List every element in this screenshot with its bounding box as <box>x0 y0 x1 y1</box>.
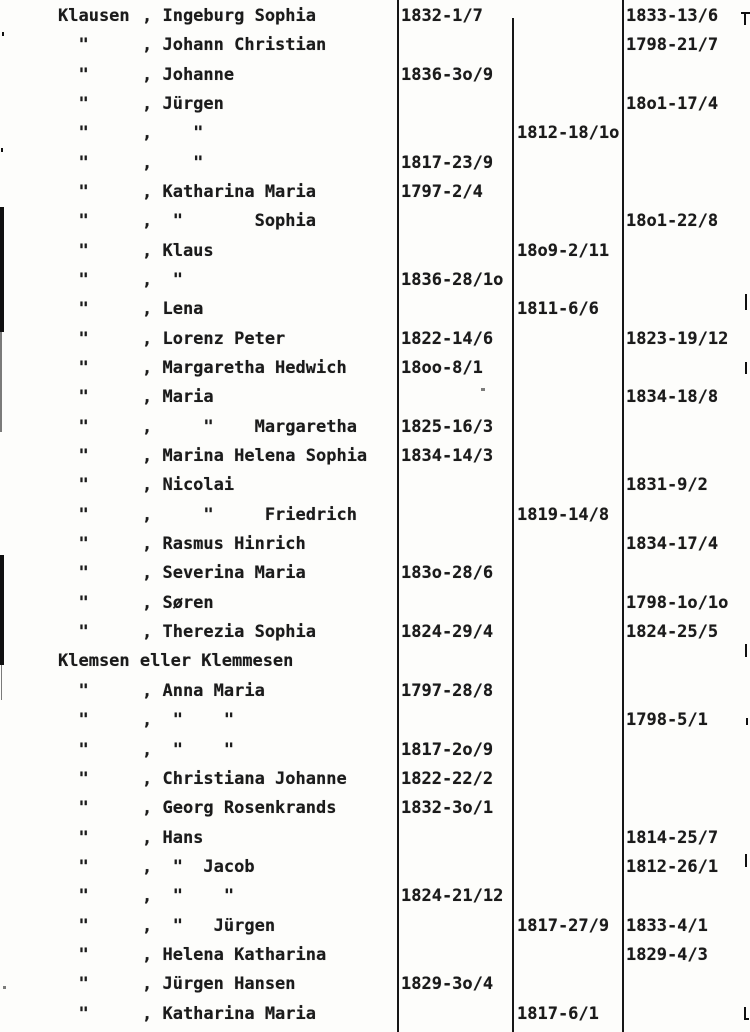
scan-edge-mark <box>0 555 4 665</box>
scan-edge-mark <box>744 1018 749 1020</box>
table-row <box>0 915 750 939</box>
surname-cell: " <box>58 974 89 995</box>
given-name-cell: , " " <box>142 886 235 907</box>
date-col2-cell: 1817-6/1 <box>517 1003 599 1024</box>
surname-cell: " <box>58 1003 89 1024</box>
surname-cell: " <box>58 622 89 643</box>
table-row <box>0 973 750 997</box>
surname-cell: " <box>58 123 89 144</box>
date-col1-cell: 1797-2/4 <box>401 182 483 203</box>
table-row <box>0 680 750 704</box>
date-col3-cell: 1798-1o/1o <box>626 592 729 613</box>
given-name-cell: , Johann Christian <box>142 35 327 56</box>
scan-edge-mark <box>0 207 4 332</box>
date-col3-cell: 1812-26/1 <box>626 856 719 877</box>
table-row <box>0 122 750 146</box>
given-name-cell: , Katharina Maria <box>142 1003 316 1024</box>
given-name-cell: , " Jürgen <box>142 915 276 936</box>
surname-cell: " <box>58 534 89 555</box>
table-row <box>0 739 750 763</box>
table-row <box>0 5 750 29</box>
surname-cell: " <box>58 856 89 877</box>
date-col1-cell: 1834-14/3 <box>401 446 494 467</box>
table-row <box>0 621 750 645</box>
given-name-cell: , Margaretha Hedwich <box>142 358 347 379</box>
given-name-cell: , " Sophia <box>142 211 316 232</box>
given-name-cell: , Helena Katharina <box>142 944 327 965</box>
given-name-cell: , Georg Rosenkrands <box>142 798 337 819</box>
table-row <box>0 827 750 851</box>
given-name-cell: , " <box>142 123 204 144</box>
given-name-cell: , " <box>142 152 204 173</box>
table-row <box>0 797 750 821</box>
date-col1-cell: 1824-29/4 <box>401 622 494 643</box>
table-row <box>0 504 750 528</box>
surname-cell: " <box>58 94 89 115</box>
date-col1-cell: 1822-22/2 <box>401 768 494 789</box>
date-col3-cell: 1824-25/5 <box>626 622 719 643</box>
surname-cell: " <box>58 64 89 85</box>
surname-cell: " <box>58 710 89 731</box>
scan-edge-mark <box>745 644 747 657</box>
date-col1-cell: 1829-3o/4 <box>401 974 494 995</box>
date-col1-cell: 18oo-8/1 <box>401 358 483 379</box>
date-col2-cell: 18o9-2/11 <box>517 240 610 261</box>
surname-cell: " <box>58 739 89 760</box>
table-row <box>0 93 750 117</box>
surname-cell: " <box>58 152 89 173</box>
table-row <box>0 64 750 88</box>
given-name-cell: , Jürgen Hansen <box>142 974 296 995</box>
scan-edge-mark <box>0 332 2 432</box>
given-name-cell: , Johanne <box>142 64 235 85</box>
scan-edge-mark <box>745 294 747 310</box>
table-row <box>0 944 750 968</box>
surname-cell: Klemsen eller Klemmesen <box>58 651 294 672</box>
given-name-cell: , " <box>142 270 183 291</box>
surname-cell: " <box>58 944 89 965</box>
table-row <box>0 416 750 440</box>
given-name-cell: , Jürgen <box>142 94 224 115</box>
given-name-cell: , Ingeburg Sophia <box>142 6 316 26</box>
table-row <box>0 357 750 381</box>
date-col1-cell: 1836-3o/9 <box>401 64 494 85</box>
scan-edge-mark <box>745 362 747 374</box>
surname-cell: " <box>58 416 89 437</box>
surname-cell: " <box>58 358 89 379</box>
given-name-cell: , " " <box>142 710 235 731</box>
date-col3-cell: 1833-4/1 <box>626 915 708 936</box>
surname-cell: Klausen <box>58 6 130 26</box>
date-col2-cell: 1819-14/8 <box>517 504 610 525</box>
surname-cell: " <box>58 827 89 848</box>
date-col1-cell: 1832-3o/1 <box>401 798 494 819</box>
date-col3-cell: 1834-18/8 <box>626 387 719 408</box>
date-col2-cell: 1812-18/1o <box>517 123 620 144</box>
surname-cell: " <box>58 886 89 907</box>
given-name-cell: , Marina Helena Sophia <box>142 446 368 467</box>
given-name-cell: , Rasmus Hinrich <box>142 534 306 555</box>
scan-edge-mark <box>741 12 750 14</box>
given-name-cell: , Therezia Sophia <box>142 622 316 643</box>
surname-cell: " <box>58 768 89 789</box>
given-name-cell: , Katharina Maria <box>142 182 316 203</box>
date-col1-cell: 183o-28/6 <box>401 563 494 584</box>
given-name-cell: , Anna Maria <box>142 680 265 701</box>
given-name-cell: , Hans <box>142 827 204 848</box>
date-col1-cell: 1824-21/12 <box>401 886 504 907</box>
given-name-cell: , Maria <box>142 387 214 408</box>
date-col3-cell: 18o1-22/8 <box>626 211 719 232</box>
table-row <box>0 269 750 293</box>
given-name-cell: , " Margaretha <box>142 416 357 437</box>
date-col3-cell: 1833-13/6 <box>626 6 719 26</box>
surname-cell: " <box>58 504 89 525</box>
given-name-cell: , Lena <box>142 299 204 320</box>
date-col3-cell: 1798-21/7 <box>626 35 719 56</box>
table-row <box>0 240 750 264</box>
table-row <box>0 298 750 322</box>
given-name-cell: , " Jacob <box>142 856 255 877</box>
surname-cell: " <box>58 240 89 261</box>
scan-edge-mark <box>2 32 4 36</box>
table-row <box>0 328 750 352</box>
table-row <box>0 1003 750 1027</box>
surname-cell: " <box>58 328 89 349</box>
surname-cell: " <box>58 798 89 819</box>
date-col3-cell: 1814-25/7 <box>626 827 719 848</box>
table-row <box>0 533 750 557</box>
date-col3-cell: 1829-4/3 <box>626 944 708 965</box>
table-row <box>0 768 750 792</box>
table-row <box>0 709 750 733</box>
table-row <box>0 34 750 58</box>
surname-cell: " <box>58 387 89 408</box>
surname-cell: " <box>58 592 89 613</box>
given-name-cell: , " " <box>142 739 235 760</box>
given-name-cell: , Christiana Johanne <box>142 768 347 789</box>
surname-cell: " <box>58 680 89 701</box>
scan-edge-mark <box>745 854 747 867</box>
date-col3-cell: 1831-9/2 <box>626 475 708 496</box>
date-col1-cell: 1797-28/8 <box>401 680 494 701</box>
date-col3-cell: 1823-19/12 <box>626 328 729 349</box>
surname-cell: " <box>58 915 89 936</box>
surname-cell: " <box>58 446 89 467</box>
table-row <box>0 445 750 469</box>
scan-edge-mark <box>481 388 485 391</box>
surname-cell: " <box>58 563 89 584</box>
date-col2-cell: 1817-27/9 <box>517 915 610 936</box>
given-name-cell: , Lorenz Peter <box>142 328 286 349</box>
given-name-cell: , Klaus <box>142 240 214 261</box>
surname-cell: " <box>58 299 89 320</box>
table-row <box>0 562 750 586</box>
given-name-cell: , " Friedrich <box>142 504 357 525</box>
scan-edge-mark <box>3 986 6 989</box>
date-col1-cell: 1817-2o/9 <box>401 739 494 760</box>
table-row <box>0 885 750 909</box>
table-row <box>0 474 750 498</box>
table-row <box>0 181 750 205</box>
table-row <box>0 386 750 410</box>
date-col1-cell: 1817-23/9 <box>401 152 494 173</box>
scan-edge-mark <box>1 148 3 152</box>
surname-cell: " <box>58 211 89 232</box>
date-col3-cell: 18o1-17/4 <box>626 94 719 115</box>
date-col3-cell: 1834-17/4 <box>626 534 719 555</box>
given-name-cell: , Nicolai <box>142 475 235 496</box>
date-col1-cell: 1825-16/3 <box>401 416 494 437</box>
scan-edge-mark <box>746 718 748 725</box>
table-row <box>0 650 750 674</box>
date-col2-cell: 1811-6/6 <box>517 299 599 320</box>
date-col1-cell: 1832-1/7 <box>401 6 483 26</box>
date-col1-cell: 1822-14/6 <box>401 328 494 349</box>
given-name-cell: , Søren <box>142 592 214 613</box>
surname-cell: " <box>58 475 89 496</box>
surname-cell: " <box>58 182 89 203</box>
given-name-cell: , Severina Maria <box>142 563 306 584</box>
scan-edge-mark <box>1 665 2 700</box>
date-col1-cell: 1836-28/1o <box>401 270 504 291</box>
table-row <box>0 856 750 880</box>
surname-cell: " <box>58 270 89 291</box>
date-col3-cell: 1798-5/1 <box>626 710 708 731</box>
table-row <box>0 152 750 176</box>
surname-cell: " <box>58 35 89 56</box>
table-row <box>0 210 750 234</box>
table-row <box>0 592 750 616</box>
